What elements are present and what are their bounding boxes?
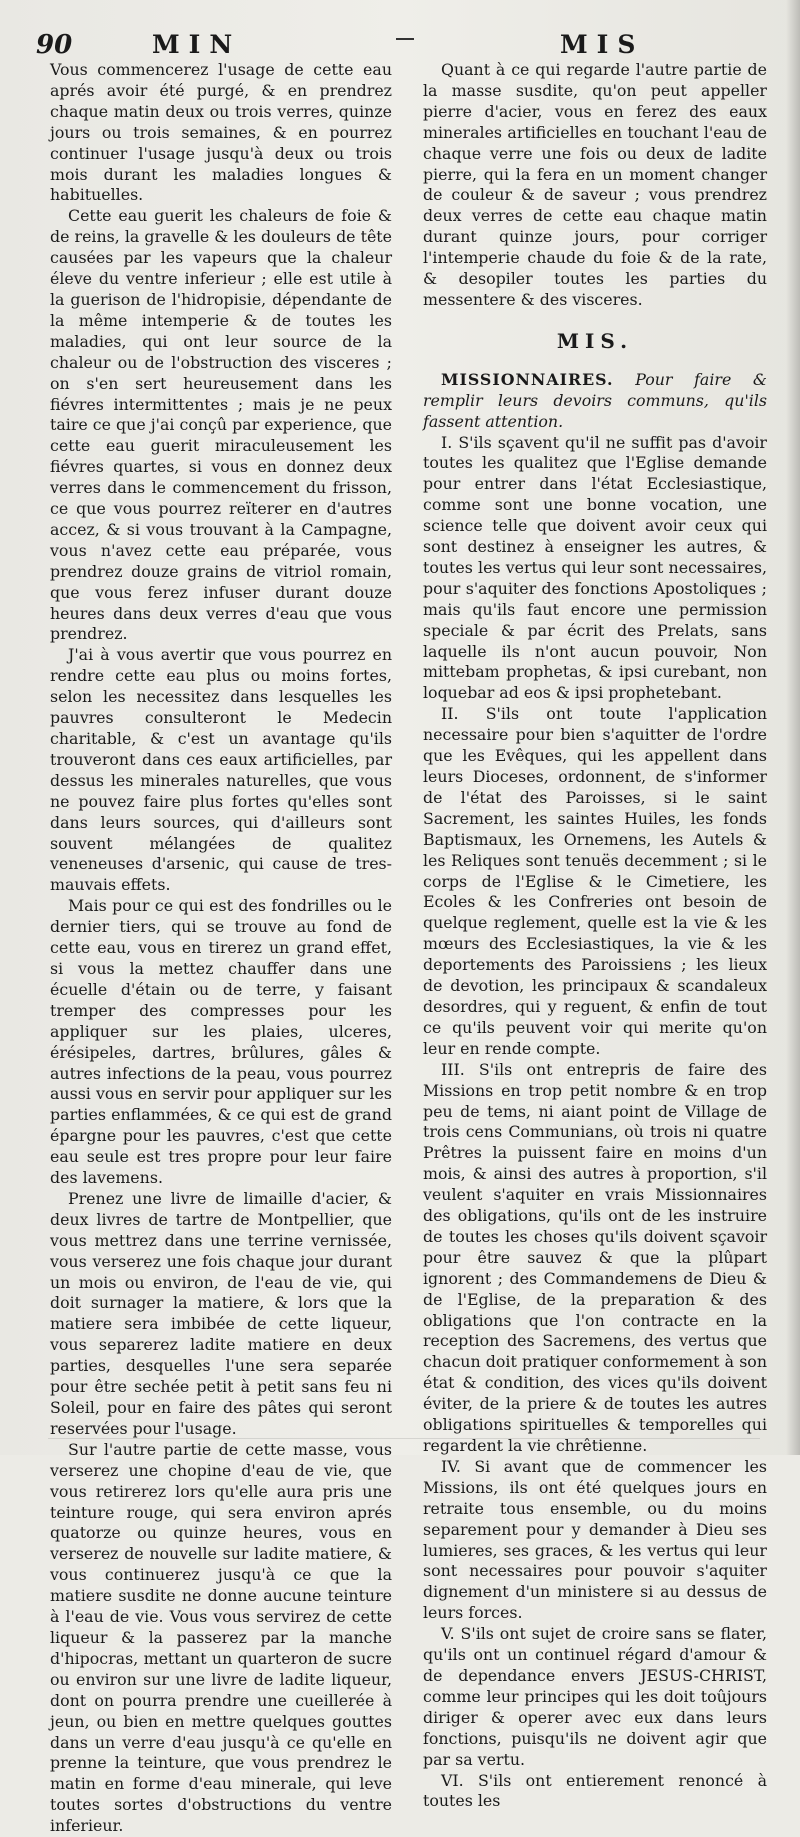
numbered-item: VI. S'ils ont entierement renoncé à toutes les bbox=[423, 1770, 767, 1811]
paragraph: J'ai à vous avertir que vous pourrez en rendre cette eau plus ou moins fortes, selon les necessitez dans lesquelles les pauvres consulteront le Medecin charitable, & c'est un avantage qu'ils trouveront dans ces eaux artificielles, par dessus les minerales naturelles, que vous ne pouvez faire plus fortes qu'elles sont dans leurs sources, qui d'ailleurs sont souvent mélangées de qualitez veneneuses d'arsenic, qui cause de tres-mauvais effets. bbox=[50, 645, 392, 895]
numbered-item: I. S'ils sçavent qu'il ne suffit pas d'avoir toutes les qualitez que l'Eglise demande pour entrer dans l'état Ecclesiastique, comme sont une bonne vocation, une science telle que doivent avoir ceux qui sont destinez à enseigner les autres, & toutes les vertus qui leur sont necessaires, pour s'aquiter des fonctions Apostoliques ; mais qu'ils faut encore une permission speciale & par écrit des Prelats, sans laquelle ils n'ont aucun pouvoir, Non mittebam prophetas, & ipsi curebant, non loquebar ad eos & ipsi prophetebant. bbox=[423, 432, 767, 703]
section-heading: MIS. bbox=[556, 328, 634, 353]
paragraph: Prenez une livre de limaille d'acier, & deux livres de tartre de Montpellier, que vous mettrez dans une terrine vernissée, vous verserez une fois chaque jour durant un mois ou environ, de l'eau de vie, qui doit surnager la matiere, & lors que la matiere sera imbibée de cette liqueur, vous separerez ladite matiere en deux parties, desquelles l'une sera separée pour être sechée petit à petit sans feu ni Soleil, pour en faire des pâtes qui seront reservées pour l'usage. bbox=[50, 1188, 392, 1438]
numbered-item: IV. Si avant que de commencer les Missions, ils ont été quelques jours en retraite tous ensemble, ou du moins separement pour y demander à Dieu ses lumieres, ses graces, & les vertus qui leur sont necessaires pour pouvoir s'aquiter dignement d'un ministere si au dessus de leurs forces. bbox=[423, 1456, 767, 1623]
numbered-item: III. S'ils ont entrepris de faire des Missions en trop petit nombre & en trop peu de tems, ni aiant point de Village de trois cens Communians, où trois ni quatre Prêtres la puissent faire en moins d'un mois, & ainsi des autres à proportion, s'il veulent s'aquiter en vrais Missionnaires des obligations, qu'ils ont de les instruire de toutes les choses qu'ils doivent sçavoir pour être sauvez & que la plûpart ignorent ; des Commandemens de Dieu & de l'Eglise, de la preparation & des obligations que l'on contracte en la reception des Sacremens, des vertus que chacun doit pratiquer conformement à son état & condition, des vices qu'ils doivent éviter, de la priere & de toutes les autres obligations spirituelles & temporelles qui regardent la vie chrêtienne. bbox=[423, 1059, 767, 1455]
paragraph: Cette eau guerit les chaleurs de foie & de reins, la gravelle & les douleurs de tête causées par les vapeurs que la chaleur éleve du ventre inferieur ; elle est utile à la guerison de l'hidropisie, dépendante de la même intemperie & de toutes les maladies, qui ont leur source de la chaleur ou de l'obstruction des visceres ; on s'en sert heureusement dans les fiévres intermittentes ; mais je ne peux taire ce que j'ai conçû par experience, que cette eau guerit miraculeusement les fiévres quartes, si vous en donnez deux verres dans le commencement du frisson, ce que vous pourrez reïterer en d'autres accez, & si vous trouvant à la Campagne, vous n'avez cette eau préparée, vous prendrez douze grains de vitriol romain, que vous ferez infuser durant douze heures dans deux verres d'eau que vous prendrez. bbox=[50, 206, 392, 644]
paragraph: Quant à ce qui regarde l'autre partie de la masse susdite, qu'on peut appeller pierre d'acier, vous en ferez des eaux minerales artificielles en touchant l'eau de chaque verre une fois ou deux de ladite pierre, qui la fera en un moment changer de couleur & de saveur ; vous prendrez deux verres de cette eau chaque matin durant quinze jours, pour corriger l'intemperie chaude du foie & de la rate, & desopiler toutes les parties du messentere & des visceres. bbox=[423, 60, 767, 309]
right-column bbox=[423, 60, 767, 1812]
paragraph: Mais pour ce qui est des fondrilles ou le dernier tiers, qui se trouve au fond de cette eau, vous en tirerez un grand effet, si vous la mettez chauffer dans une écuelle d'étain ou de terre, y faisant tremper des compresses pour les appliquer sur les plaies, ulceres, érésipeles, dartres, brûlures, gâles & autres infections de la peau, vous pourrez aussi vous en servir pour appliquer sur les parties enflammées, & ce qui est de grand épargne pour les pauvres, c'est que cette eau seule est tres propre pour leur faire des lavemens. bbox=[50, 896, 392, 1188]
running-head-left: MIN bbox=[152, 30, 242, 59]
bottom-rule bbox=[48, 1438, 760, 1439]
numbered-item: V. S'ils ont sujet de croire sans se flater, qu'ils ont un continuel régard d'amour & de dependance envers JESUS-CHRIST, comme leur principes qui les doit toûjours diriger & operer avec eux dans leurs fonctions, puisqu'ils ne doivent agir que par sa vertu. bbox=[423, 1624, 767, 1769]
header-dash bbox=[396, 38, 414, 40]
running-head-right: MIS bbox=[560, 30, 645, 59]
entry-intro bbox=[423, 370, 767, 433]
page-edge-shadow bbox=[786, 0, 800, 1455]
left-column bbox=[50, 60, 392, 1837]
entry-title: MISSIONNAIRES. bbox=[441, 369, 614, 389]
paragraph: Sur l'autre partie de cette masse, vous verserez une chopine d'eau de vie, que vous retirerez lors qu'elle aura pris une teinture rouge, qui sera environ aprés quatorze ou quinze heures, vous en verserez de nouvelle sur ladite matiere, & vous continuerez jusqu'à ce que la matiere susdite ne donne aucune teinture à l'eau de vie. Vous vous servirez de cette liqueur & la passerez par la manche d'hipocras, mettant un quarteron de sucre ou environ sur une livre de ladite liqueur, dont on pourra prendre une cueillerée à jeun, ou bien en mettre quelques gouttes dans un verre d'eau jusqu'à ce qu'elle en prenne la teinture, que vous prendrez le matin en forme d'eau minerale, qui leve toutes sortes d'obstructions du ventre inferieur. bbox=[50, 1439, 392, 1836]
page-number: 90 bbox=[36, 30, 73, 60]
entry-subtitle: Pour faire & remplir leurs devoirs communs, qu'ils fassent attention. bbox=[423, 369, 767, 431]
numbered-item: II. S'ils ont toute l'application necessaire pour bien s'aquitter de l'ordre que les Evêques, qui les appellent dans leurs Dioceses, ordonnent, de s'informer de l'état des Paroisses, si le saint Sacrement, les saintes Huiles, les fonds Baptismaux, les Ornemens, les Autels & les Reliques sont tenuës decemment ; si le corps de l'Eglise & le Cimetiere, les Ecoles & les Confreries ont besoin de quelque reglement, quelle est la vie & les mœurs des Ecclesiastiques, la vie & les deportements des Paroissiens ; les lieux de devotion, les principaux & scandaleux desordres, qui y reguent, & enfin de tout ce qu'ils peuvent voir qui merite qu'on leur en rende compte. bbox=[423, 704, 767, 1058]
paragraph: Vous commencerez l'usage de cette eau aprés avoir été purgé, & en prendrez chaque matin deux ou trois verres, quinze jours ou trois semaines, & en pourrez continuer l'usage jusqu'à deux ou trois mois durant les maladies longues & habituelles. bbox=[50, 60, 392, 205]
